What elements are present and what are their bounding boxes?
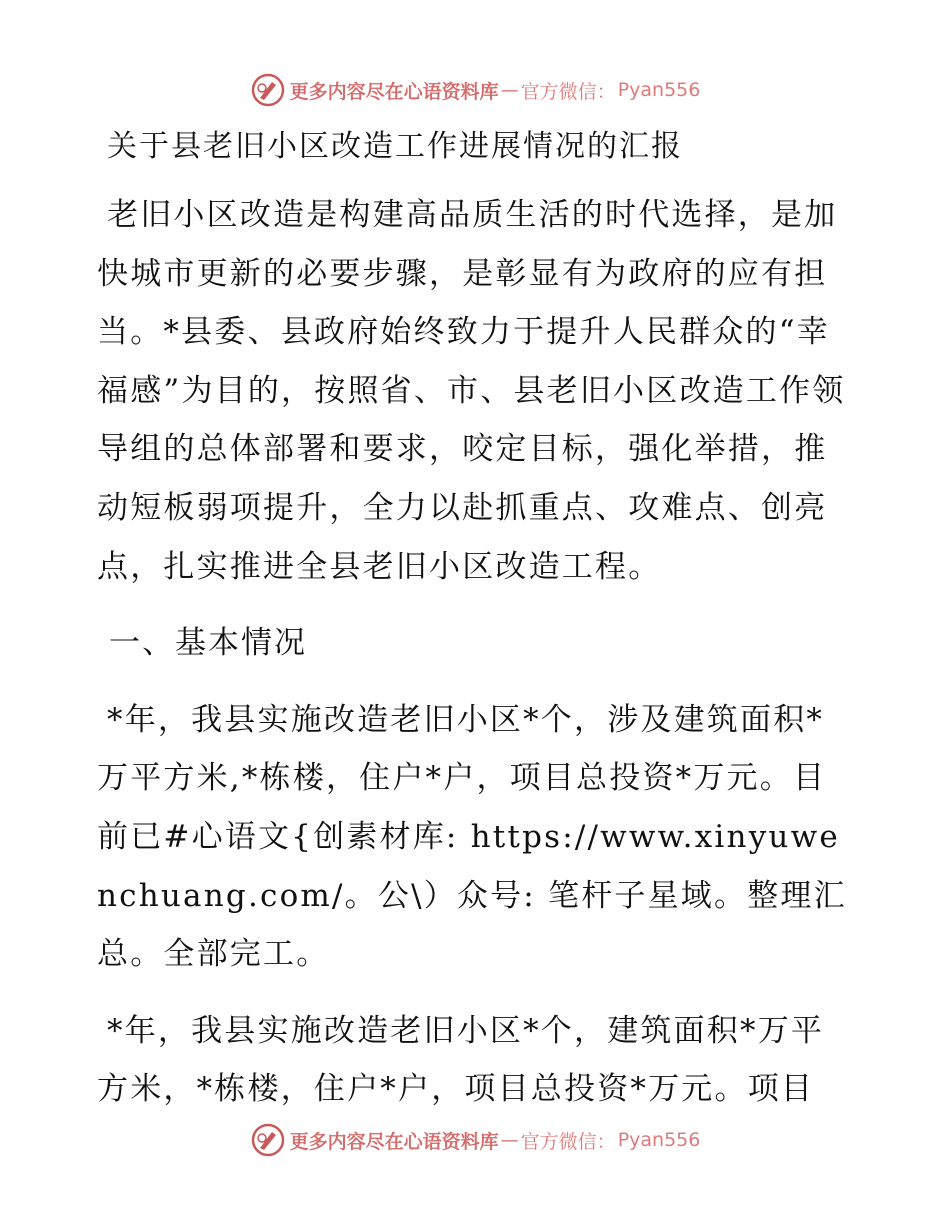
section-heading-basic: 一、基本情况 xyxy=(109,625,307,662)
banner-separator: — xyxy=(500,79,519,101)
banner-main-text: 更多内容尽在心语资料库 xyxy=(289,80,499,103)
banner-official-label: 官方微信： xyxy=(520,80,616,103)
paragraph-intro: 老旧小区改造是构建高品质生活的时代选择，是加快城市更新的必要步骤，是彰显有为政府的应有担当。*县委、县政府始终致力于提升人民群众的“幸福感”为目的，按照省、市、县老旧小区改造工作领导组的总体部署和要求，咬定目标，强化举措，推动短板弱项提升，全力以赴抓重点、攻难点、创亮点，扎实推进全县老旧小区改造工程。 xyxy=(97,197,846,585)
document-title: 关于县老旧小区改造工作进展情况的汇报 xyxy=(107,129,683,164)
header-banner xyxy=(0,70,950,110)
footer-banner xyxy=(0,1120,950,1160)
banner-main-text: 更多内容尽在心语资料库 xyxy=(289,1130,499,1153)
paragraph-year-one: *年，我县实施改造老旧小区*个，涉及建筑面积*万平方米,*栋楼，住户*户，项目总投资*万元。目前已#心语文{创素材库: https://www.xinyuwenchuang.com/。公\）众号: 笔杆子星域。整理汇总。全部完工。 xyxy=(97,701,847,973)
pen-circle-icon xyxy=(250,72,286,108)
paragraph-year-two: *年，我县实施改造老旧小区*个，建筑面积*万平方米，*栋楼，住户*户，项目总投资*万元。项目 xyxy=(97,1012,825,1108)
pen-circle-icon xyxy=(250,1122,286,1158)
document-body xyxy=(97,122,857,1137)
banner-wechat-id: Pyan556 xyxy=(617,1129,701,1151)
banner-wechat-id: Pyan556 xyxy=(617,79,701,101)
banner-official-label: 官方微信： xyxy=(520,1130,616,1153)
banner-separator: — xyxy=(500,1129,519,1151)
